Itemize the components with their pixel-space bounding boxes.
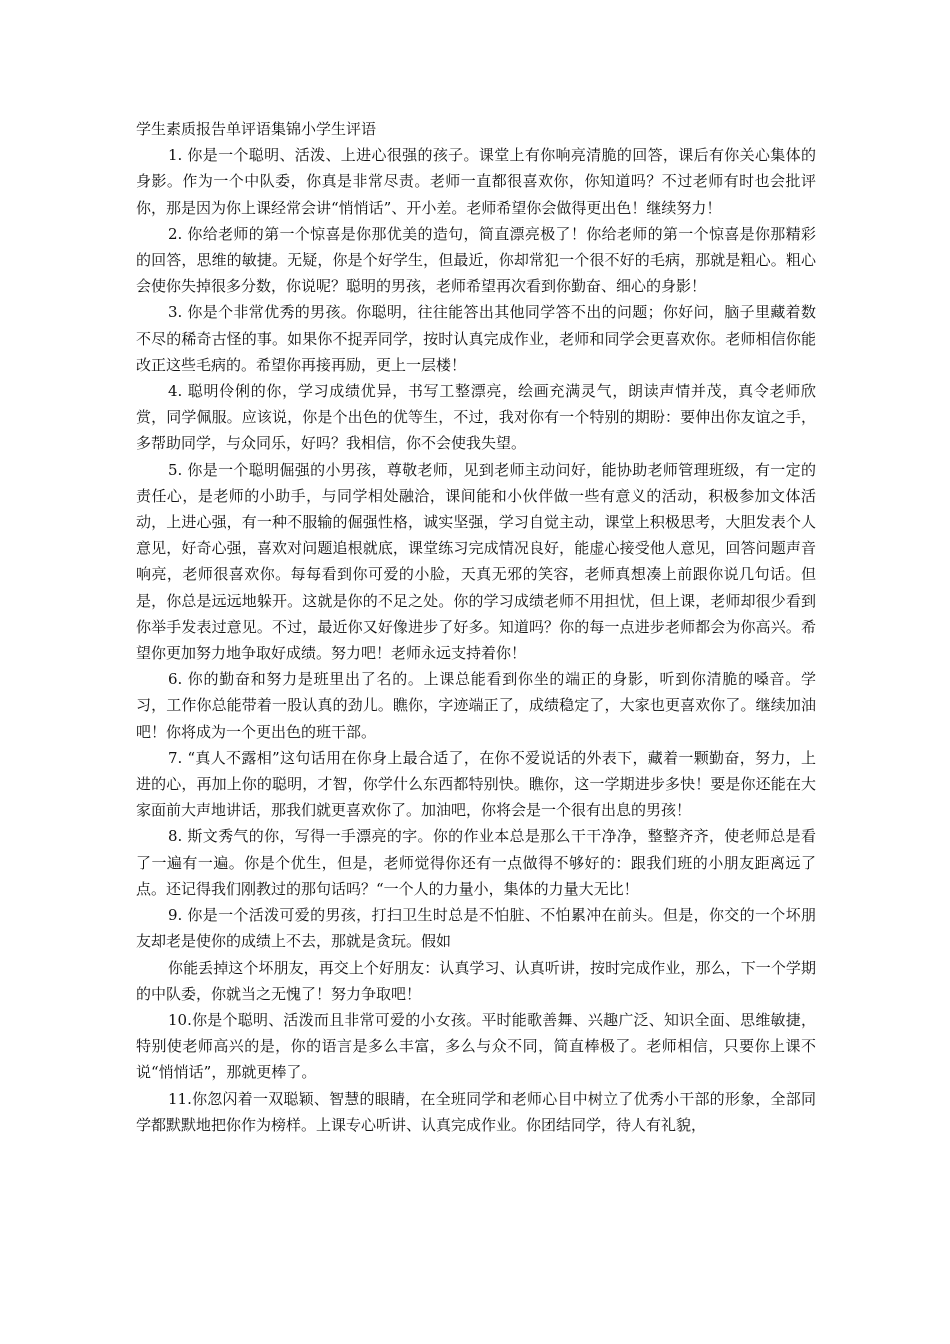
comment-paragraph-9-continued: 你能丢掉这个坏朋友，再交上个好朋友：认真学习、认真听讲，按时完成作业，那么，下一个学期的中队委，你就当之无愧了！努力争取吧！ (136, 958, 816, 1003)
comment-paragraph-8: 8. 斯文秀气的你，写得一手漂亮的字。你的作业本总是那么干干净净，整整齐齐，使老师总是看了一遍有一遍。你是个优生，但是，老师觉得你还有一点做得不够好的：跟我们班的小朋友距离远了点。还记得我们刚教过的那句话吗？“一个人的力量小，集体的力量大无比！ (136, 827, 816, 898)
comment-paragraph-4: 4. 聪明伶俐的你，学习成绩优异，书写工整漂亮，绘画充满灵气，朗读声情并茂，真令老师欣赏，同学佩服。应该说，你是个出色的优等生，不过，我对你有一个特别的期盼：要伸出你友谊之手，多帮助同学，与众同乐，好吗？我相信，你不会使我失望。 (136, 382, 816, 453)
comment-paragraph-6: 6. 你的勤奋和努力是班里出了名的。上课总能看到你坐的端正的身影，听到你清脆的嗓音。学习，工作你总能带着一股认真的劲儿。瞧你，字迹端正了，成绩稳定了，大家也更喜欢你了。继续加油吧！你将成为一个更出色的班干部。 (136, 670, 816, 741)
comment-paragraph-11: 11.你忽闪着一双聪颖、智慧的眼睛，在全班同学和老师心目中树立了优秀小干部的形象，全部同学都默默地把你作为榜样。上课专心听讲、认真完成作业。你团结同学，待人有礼貌， (136, 1089, 816, 1134)
document-body (136, 116, 816, 1138)
document-title: 学生素质报告单评语集锦小学生评语 (136, 120, 377, 138)
comment-paragraph-9: 9. 你是一个活泼可爱的男孩，打扫卫生时总是不怕脏、不怕累冲在前头。但是，你交的一个坏朋友却老是使你的成绩上不去，那就是贪玩。假如 (136, 906, 816, 951)
comment-paragraph-7: 7. “真人不露相”这句话用在你身上最合适了，在你不爱说话的外表下，藏着一颗勤奋，努力，上进的心，再加上你的聪明，才智，你学什么东西都特别快。瞧你，这一学期进步多快！要是你还能在大家面前大声地讲话，那我们就更喜欢你了。加油吧，你将会是一个很有出息的男孩！ (136, 748, 816, 820)
comment-paragraph-10: 10.你是个聪明、活泼而且非常可爱的小女孩。平时能歌善舞、兴趣广泛、知识全面、思维敏捷，特别使老师高兴的是，你的语言是多么丰富，多么与众不同，简直棒极了。老师相信，只要你上课不说“悄悄话”，那就更棒了。 (136, 1010, 816, 1082)
comment-paragraph-1: 1. 你是一个聪明、活泼、上进心很强的孩子。课堂上有你响亮清脆的回答，课后有你关心集体的身影。作为一个中队委，你真是非常尽责。老师一直都很喜欢你，你知道吗？不过老师有时也会批评你，那是因为你上课经常会讲“悄悄话”、开小差。老师希望你会做得更出色！继续努力！ (136, 146, 816, 217)
comment-paragraph-2: 2. 你给老师的第一个惊喜是你那优美的造句，简直漂亮极了！你给老师的第一个惊喜是你那精彩的回答，思维的敏捷。无疑，你是个好学生，但最近，你却常犯一个很不好的毛病，那就是粗心。粗心会使你失掉很多分数，你说呢？聪明的男孩，老师希望再次看到你勤奋、细心的身影！ (136, 224, 816, 296)
comment-paragraph-5: 5. 你是一个聪明倔强的小男孩，尊敬老师，见到老师主动问好，能协助老师管理班级，有一定的责任心，是老师的小助手，与同学相处融洽，课间能和小伙伴做一些有意义的活动，积极参加文体活动，上进心强，有一种不服输的倔强性格，诚实坚强，学习自觉主动，课堂上积极思考，大胆发表个人意见，好奇心强，喜欢对问题追根就底，课堂练习完成情况良好，能虚心接受他人意见，回答问题声音响亮，老师很喜欢你。每每看到你可爱的小脸，天真无邪的笑容，老师真想凑上前跟你说几句话。但是，你总是远远地躲开。这就是你的不足之处。你的学习成绩老师不用担忧，但上课，老师却很少看到你举手发表过意见。不过，最近你又好像进步了好多。知道吗？你的每一点进步老师都会为你高兴。希望你更加努力地争取好成绩。努力吧！老师永远支持着你！ (136, 460, 816, 663)
comment-paragraph-3: 3. 你是个非常优秀的男孩。你聪明，往往能答出其他同学答不出的问题；你好问，脑子里藏着数不尽的稀奇古怪的事。如果你不捉弄同学，按时认真完成作业，老师和同学会更喜欢你。老师相信你能改正这些毛病的。希望你再接再励，更上一层楼！ (136, 303, 816, 374)
